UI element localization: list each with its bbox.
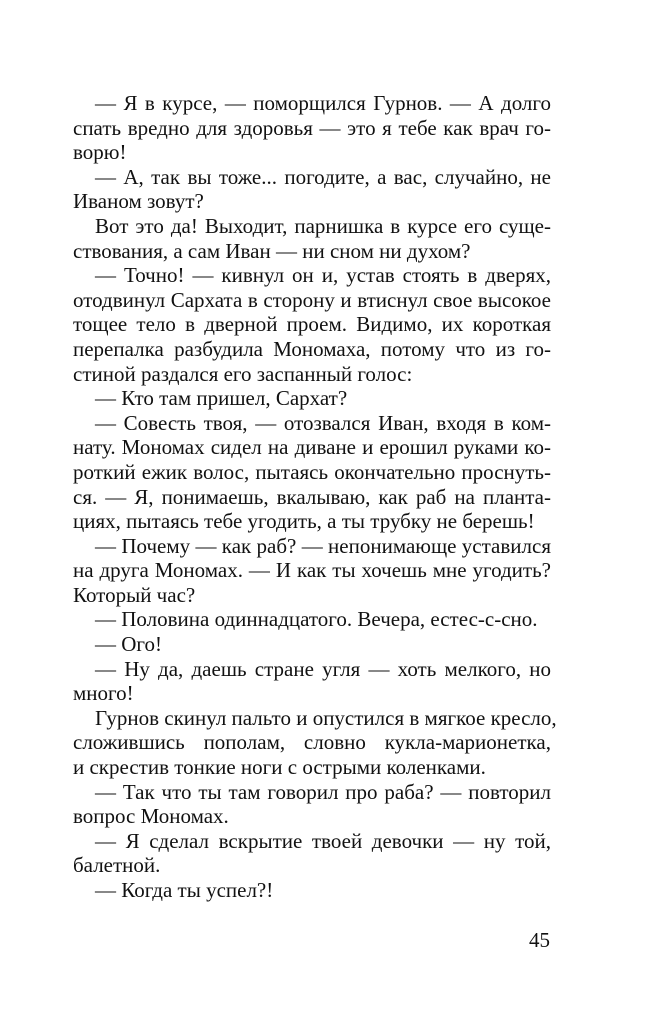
text-line: отодвинул Сархата в сторону и втиснул свое высокое: [73, 287, 551, 312]
text-line: циях, пытаясь тебе угодить, а ты трубку не берешь!: [73, 509, 535, 534]
text-line: — Так что ты там говорил про раба? — повторил: [95, 779, 551, 804]
text-line: перепалка разбудила Мономаха, потому что из го-: [73, 336, 551, 361]
text-line: Иваном зовут?: [73, 189, 204, 214]
text-line: много!: [73, 681, 134, 706]
text-line: — Почему — как раб? — непонимающе уставился: [95, 533, 551, 558]
text-line: Который час?: [73, 582, 196, 607]
text-line: — Когда ты успел?!: [95, 878, 274, 902]
text-line: ся. — Я, понимаешь, вкалываю, как раб на планта-: [73, 484, 551, 509]
text-line: — Половина одиннадцатого. Вечера, естес-с-сно.: [95, 607, 538, 632]
text-line: — Ого!: [95, 632, 162, 657]
text-line: сложившись пополам, словно кукла-марионетка,: [73, 730, 551, 755]
text-line: вопрос Мономах.: [73, 804, 229, 829]
text-line: — Точно! — кивнул он и, устав стоять в дверях,: [95, 263, 551, 288]
text-line: на друга Мономах. — И как ты хочешь мне угодить?: [73, 558, 551, 583]
text-line: и скрестив тонкие ноги с острыми коленками.: [73, 755, 486, 780]
text-line: нату. Мономах сидел на диване и ерошил руками ко-: [73, 435, 551, 460]
text-line: ворю!: [73, 140, 127, 165]
page-text: [73, 91, 557, 903]
page-number: 45: [529, 928, 550, 952]
text-line: — Кто там пришел, Сархат?: [95, 386, 348, 411]
text-line: тощее тело в дверной проем. Видимо, их короткая: [73, 312, 551, 337]
text-line: Вот это да! Выходит, парнишка в курсе его суще-: [95, 213, 551, 238]
text-line: Гурнов скинул пальто и опустился в мягкое кресло,: [95, 705, 557, 730]
text-line: — Я сделал вскрытие твоей девочки — ну той,: [95, 828, 551, 853]
text-line: — Я в курсе, — поморщился Гурнов. — А долго: [95, 91, 551, 115]
text-line: — Совесть твоя, — отозвался Иван, входя в ком-: [95, 410, 551, 435]
text-line: ствования, а сам Иван — ни сном ни духом?: [73, 238, 471, 263]
text-line: — Ну да, даешь стране угля — хоть мелкого, но: [95, 656, 551, 681]
text-line: спать вредно для здоровья — это я тебе как врач го-: [73, 115, 551, 140]
text-line: стиной раздался его заспанный голос:: [73, 361, 413, 386]
text-line: — А, так вы тоже... погодите, а вас, случайно, не: [95, 164, 551, 189]
text-line: балетной.: [73, 853, 161, 878]
text-line: роткий ежик волос, пытаясь окончательно проснуть-: [73, 459, 551, 484]
